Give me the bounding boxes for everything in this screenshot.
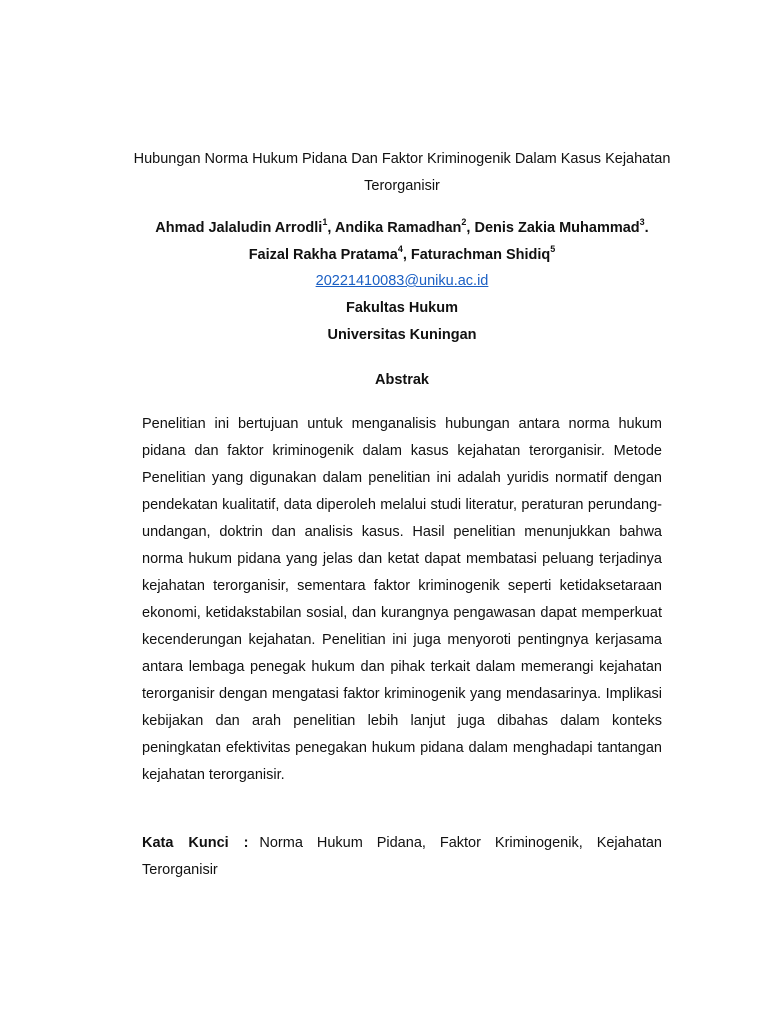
university-name: Universitas Kuningan <box>327 327 477 343</box>
faculty-name: Fakultas Hukum <box>346 300 458 316</box>
abstract-heading: Abstrak <box>375 372 429 388</box>
keywords-label: Kata Kunci : <box>142 835 249 851</box>
author-affiliation: 4 <box>397 244 403 255</box>
author-name: Andika Ramadhan <box>334 220 462 236</box>
author-name: Faturachman Shidiq <box>410 247 551 263</box>
keywords <box>142 830 662 884</box>
email-link[interactable]: 20221410083@uniku.ac.id <box>315 273 489 289</box>
author-line-1: Ahmad Jalaludin Arrodli$^1$, Andika Ramadhan$^2$, Denis Zakia Muhammad$^3$. <box>155 217 649 236</box>
author-name: Ahmad Jalaludin Arrodli <box>155 220 323 236</box>
paper-title: Hubungan Norma Hukum Pidana Dan Faktor Kriminogenik Dalam Kasus Kejahatan Terorganisir <box>133 151 671 194</box>
author-affiliation: 3 <box>639 217 645 228</box>
author-affiliation: 5 <box>550 244 556 255</box>
author-name: Faizal Rakha Pratama <box>248 247 398 263</box>
author-name: Denis Zakia Muhammad <box>474 220 640 236</box>
keywords-text: Norma Hukum Pidana, Faktor Kriminogenik, Kejahatan Terorganisir <box>142 835 662 878</box>
abstract-text: Penelitian ini bertujuan untuk menganalisis hubungan antara norma hukum pidana dan faktor kriminogenik dalam kasus kejahatan terorganisir. Metode Penelitian yang digunakan dalam penelitian ini adalah yuridis normatif dengan pendekatan kualitatif, data diperoleh melalui studi literatur, peraturan perundang-undangan, doktrin dan analisis kasus. Hasil penelitian menunjukkan bahwa norma hukum pidana yang jelas dan ketat dapat membatasi peluang terjadinya kejahatan terorganisir, sementara faktor kriminogenik seperti ketidaksetaraan ekonomi, ketidakstabilan sosial, dan kurangnya pengawasan dapat memperkuat kecenderungan kejahatan. Penelitian ini juga menyoroti pentingnya kerjasama antara lembaga penegak hukum dan pihak terkait dalam memerangi kejahatan terorganisir dengan mengatasi faktor kriminogenik yang mendasarinya. Implikasi kebijakan dan arah penelitian lebih lanjut juga dibahas dalam konteks peningkatan efektivitas penegakan hukum pidana dalam menghadapi tantangan kejahatan terorganisir. <box>142 416 662 783</box>
author-line-2: Faizal Rakha Pratama$^4$, Faturachman Shidiq$^5$ <box>248 244 556 263</box>
author-affiliation: 2 <box>461 217 467 228</box>
author-affiliation: 1 <box>322 217 328 228</box>
